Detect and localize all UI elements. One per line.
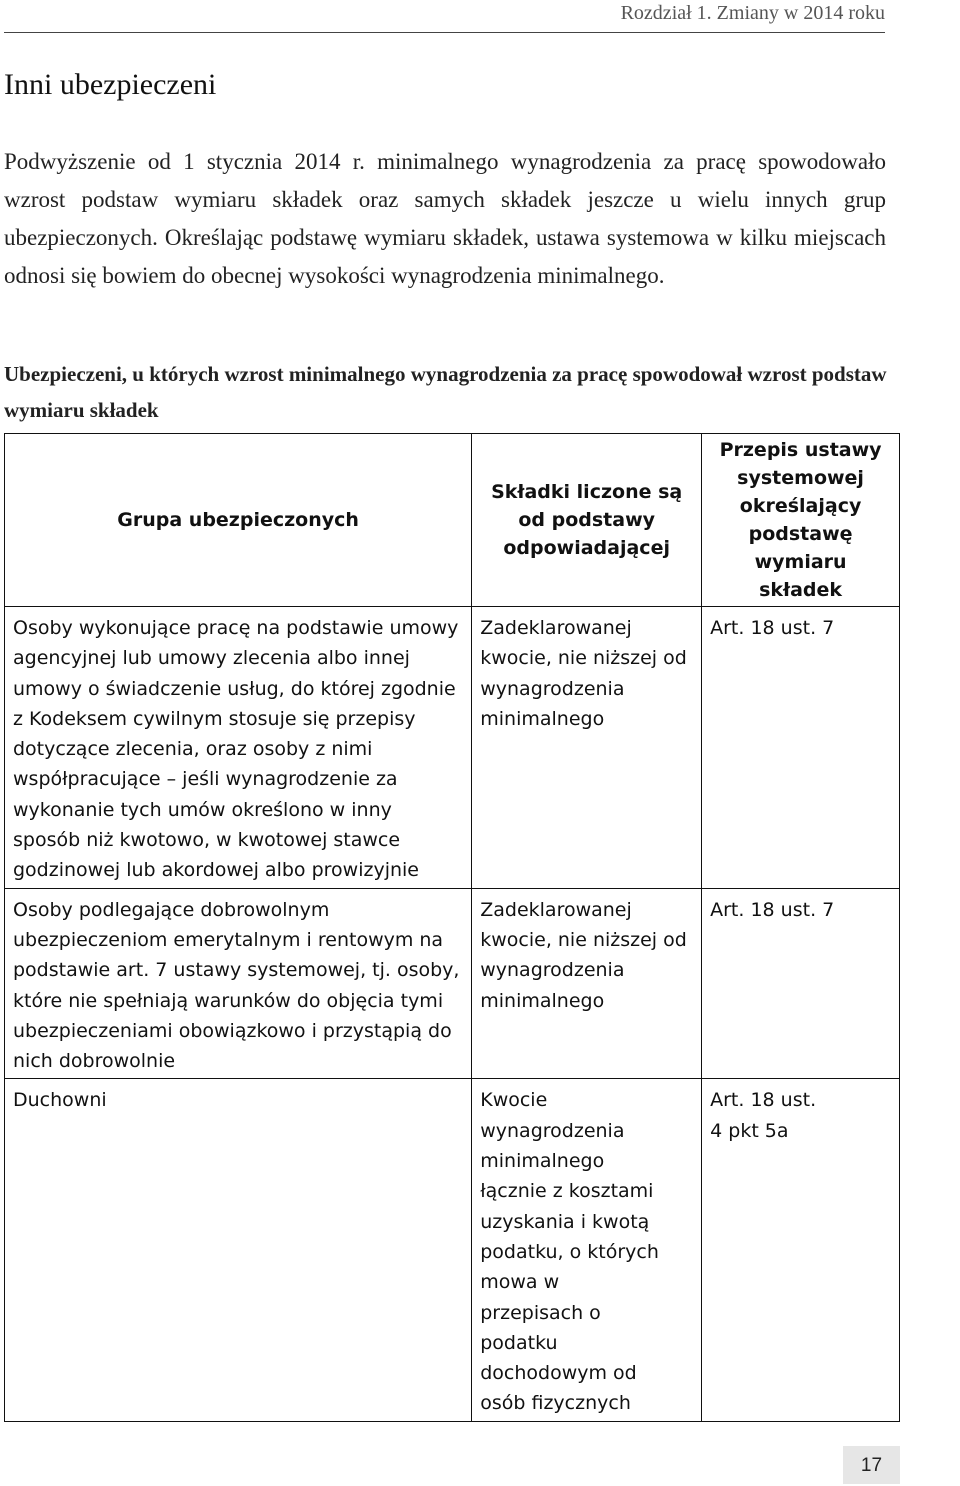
running-head: Rozdział 1. Zmiany w 2014 roku (620, 2, 885, 24)
cell-basis: Kwocie wynagrodzenia minimalnego łącznie z kosztami uzyskania i kwotą podatku, o których mowa w przepisach o podatku dochodowym od osób fizycznych (472, 1079, 702, 1421)
cell-basis: Zadeklarowanej kwocie, nie niższej od wynagrodzenia minimalnego (472, 888, 702, 1079)
cell-provision: Art. 18 ust. 7 (702, 888, 900, 1079)
header-basis: Składki liczone są od podstawy odpowiadającej (472, 434, 702, 607)
section-title: Inni ubezpieczeni (4, 68, 217, 101)
cell-provision: Art. 18 ust. 4 pkt 5a (702, 1079, 900, 1421)
table-row (5, 607, 900, 889)
cell-group: Osoby podlegające dobrowolnym ubezpieczeniom emerytalnym i rentowym na podstawie art. 7 ustawy systemowej, tj. osoby, które nie spełniają warunków do objęcia tymi ubezpieczeniami obowiązkowo i przystąpią do nich dobrowolnie (5, 888, 472, 1079)
insured-table (4, 433, 900, 1422)
cell-provision: Art. 18 ust. 7 (702, 607, 900, 889)
table-caption: Ubezpieczeni, u których wzrost minimalnego wynagrodzenia za pracę spowodował wzrost podstaw wymiaru składek (4, 362, 887, 422)
intro-paragraph: Podwyższenie od 1 stycznia 2014 r. minimalnego wynagrodzenia za pracę spowodowało wzrost podstaw wymiaru składek oraz samych składek jeszcze u wielu innych grup ubezpieczonych. Określając podstawę wymiaru składek, ustawa systemowa w kilku miejscach odnosi się bowiem do obecnej wysokości wynagrodzenia minimalnego. (4, 149, 886, 288)
header-group: Grupa ubezpieczonych (5, 434, 472, 607)
cell-group: Duchowni (5, 1079, 472, 1421)
table-row (5, 888, 900, 1079)
table-row (5, 1079, 900, 1421)
cell-basis: Zadeklarowanej kwocie, nie niższej od wynagrodzenia minimalnego (472, 607, 702, 889)
page-number: 17 (843, 1446, 900, 1484)
cell-group: Osoby wykonujące pracę na podstawie umowy agencyjnej lub umowy zlecenia albo innej umowy o świadczenie usług, do której zgodnie z Kodeksem cywilnym stosuje się przepisy dotyczące zlecenia, oraz osoby z nimi współpracujące – jeśli wynagrodzenie za wykonanie tych umów określono w inny sposób niż kwotowo, w kwotowej stawce godzinowej lub akordowej albo prowizyjnie (5, 607, 472, 889)
table-header-row (5, 434, 900, 607)
header-provision: Przepis ustawy systemowej określający podstawę wymiaru składek (702, 434, 900, 607)
header-rule (4, 32, 885, 33)
